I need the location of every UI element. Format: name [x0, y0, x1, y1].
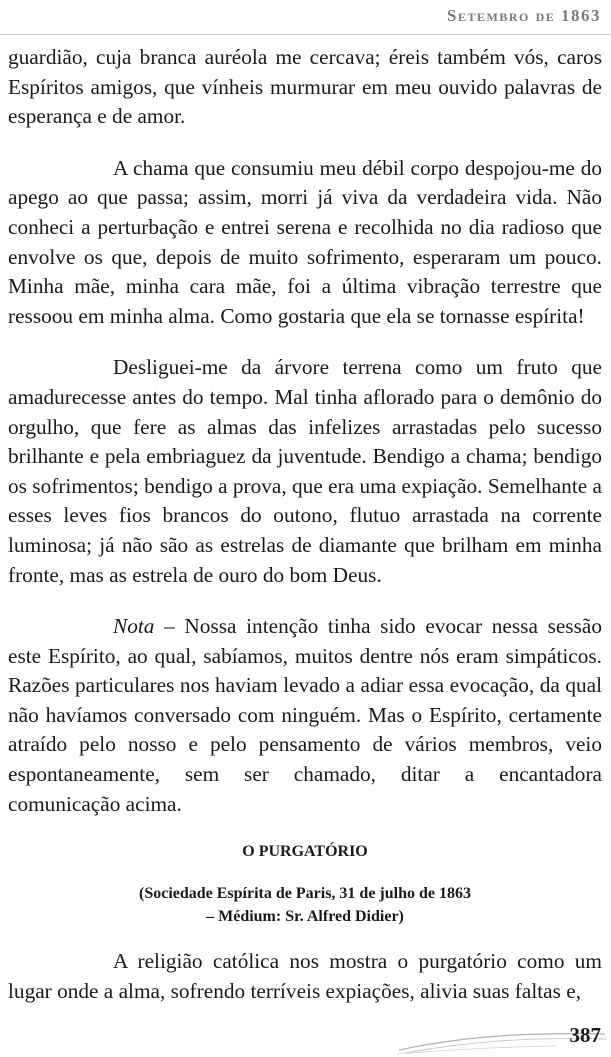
paragraph-desliguei: Desliguei-me da árvore terrena como um fruto que amadurecesse antes do tempo. Mal tinha aflorado para o demônio do orgulho, que fere as almas das infelizes arrastadas pelo sucesso brilhante e pela embriaguez da juventude. Bendigo a chama; bendigo os sofrimentos; bendigo a prova, que era uma expiação. Semelhante a esses leves fios brancos do outono, flutuo arrastada na corrente luminosa; já não são as estrelas de diamante que brilham em minha fronte, mas as estrela de ouro do bom Deus.	[8, 355, 602, 587]
section-title: O PURGATÓRIO	[242, 843, 368, 861]
nota-text: – Nossa intenção tinha sido evocar nessa sessão este Espírito, ao qual, sabíamos, muitos dentre nós eram simpáticos. Razões particulares nos haviam levado a adiar essa evocação, da qual não havíamos conversado com ninguém. Mas o Espírito, certamente atraído pelo nosso e pelo pensamento de vários membros, veio espontaneamente, sem ser chamado, ditar a encantadora comunicação acima.	[8, 614, 602, 816]
paragraph-continuation: guardião, cuja branca auréola me cercava; éreis também vós, caros Espíritos amigos, que vínheis murmurar em meu ouvido palavras de esperança e de amor.	[8, 45, 602, 129]
subtitle-line-1: (Sociedade Espírita de Paris, 31 de julho de 1863	[138, 885, 471, 903]
paragraph-religiao: A religião católica nos mostra o purgatório como um lugar onde a alma, sofrendo terríveis expiações, alivia suas faltas e,	[8, 949, 602, 1003]
subtitle-line-2: – Médium: Sr. Alfred Didier)	[206, 908, 404, 926]
page-body	[8, 43, 602, 1006]
paragraph-chama: A chama que consumiu meu débil corpo despojou-me do apego ao que passa; assim, morri já viva da verdadeira vida. Não conheci a perturbação e entrei serena e recolhida no dia radioso que envolve os que, depois de muito sofrimento, esperaram um pouco. Minha mãe, minha cara mãe, foi a última vibração terrestre que ressoou em minha alma. Como gostaria que ela se tornasse espírita!	[8, 155, 602, 328]
running-header: Setembro de 1863	[447, 6, 601, 25]
header-divider	[0, 34, 611, 35]
section-subtitle	[8, 882, 602, 928]
page-number: 387	[569, 1023, 601, 1047]
nota-label: Nota	[113, 614, 155, 639]
paragraph-nota	[8, 612, 602, 819]
